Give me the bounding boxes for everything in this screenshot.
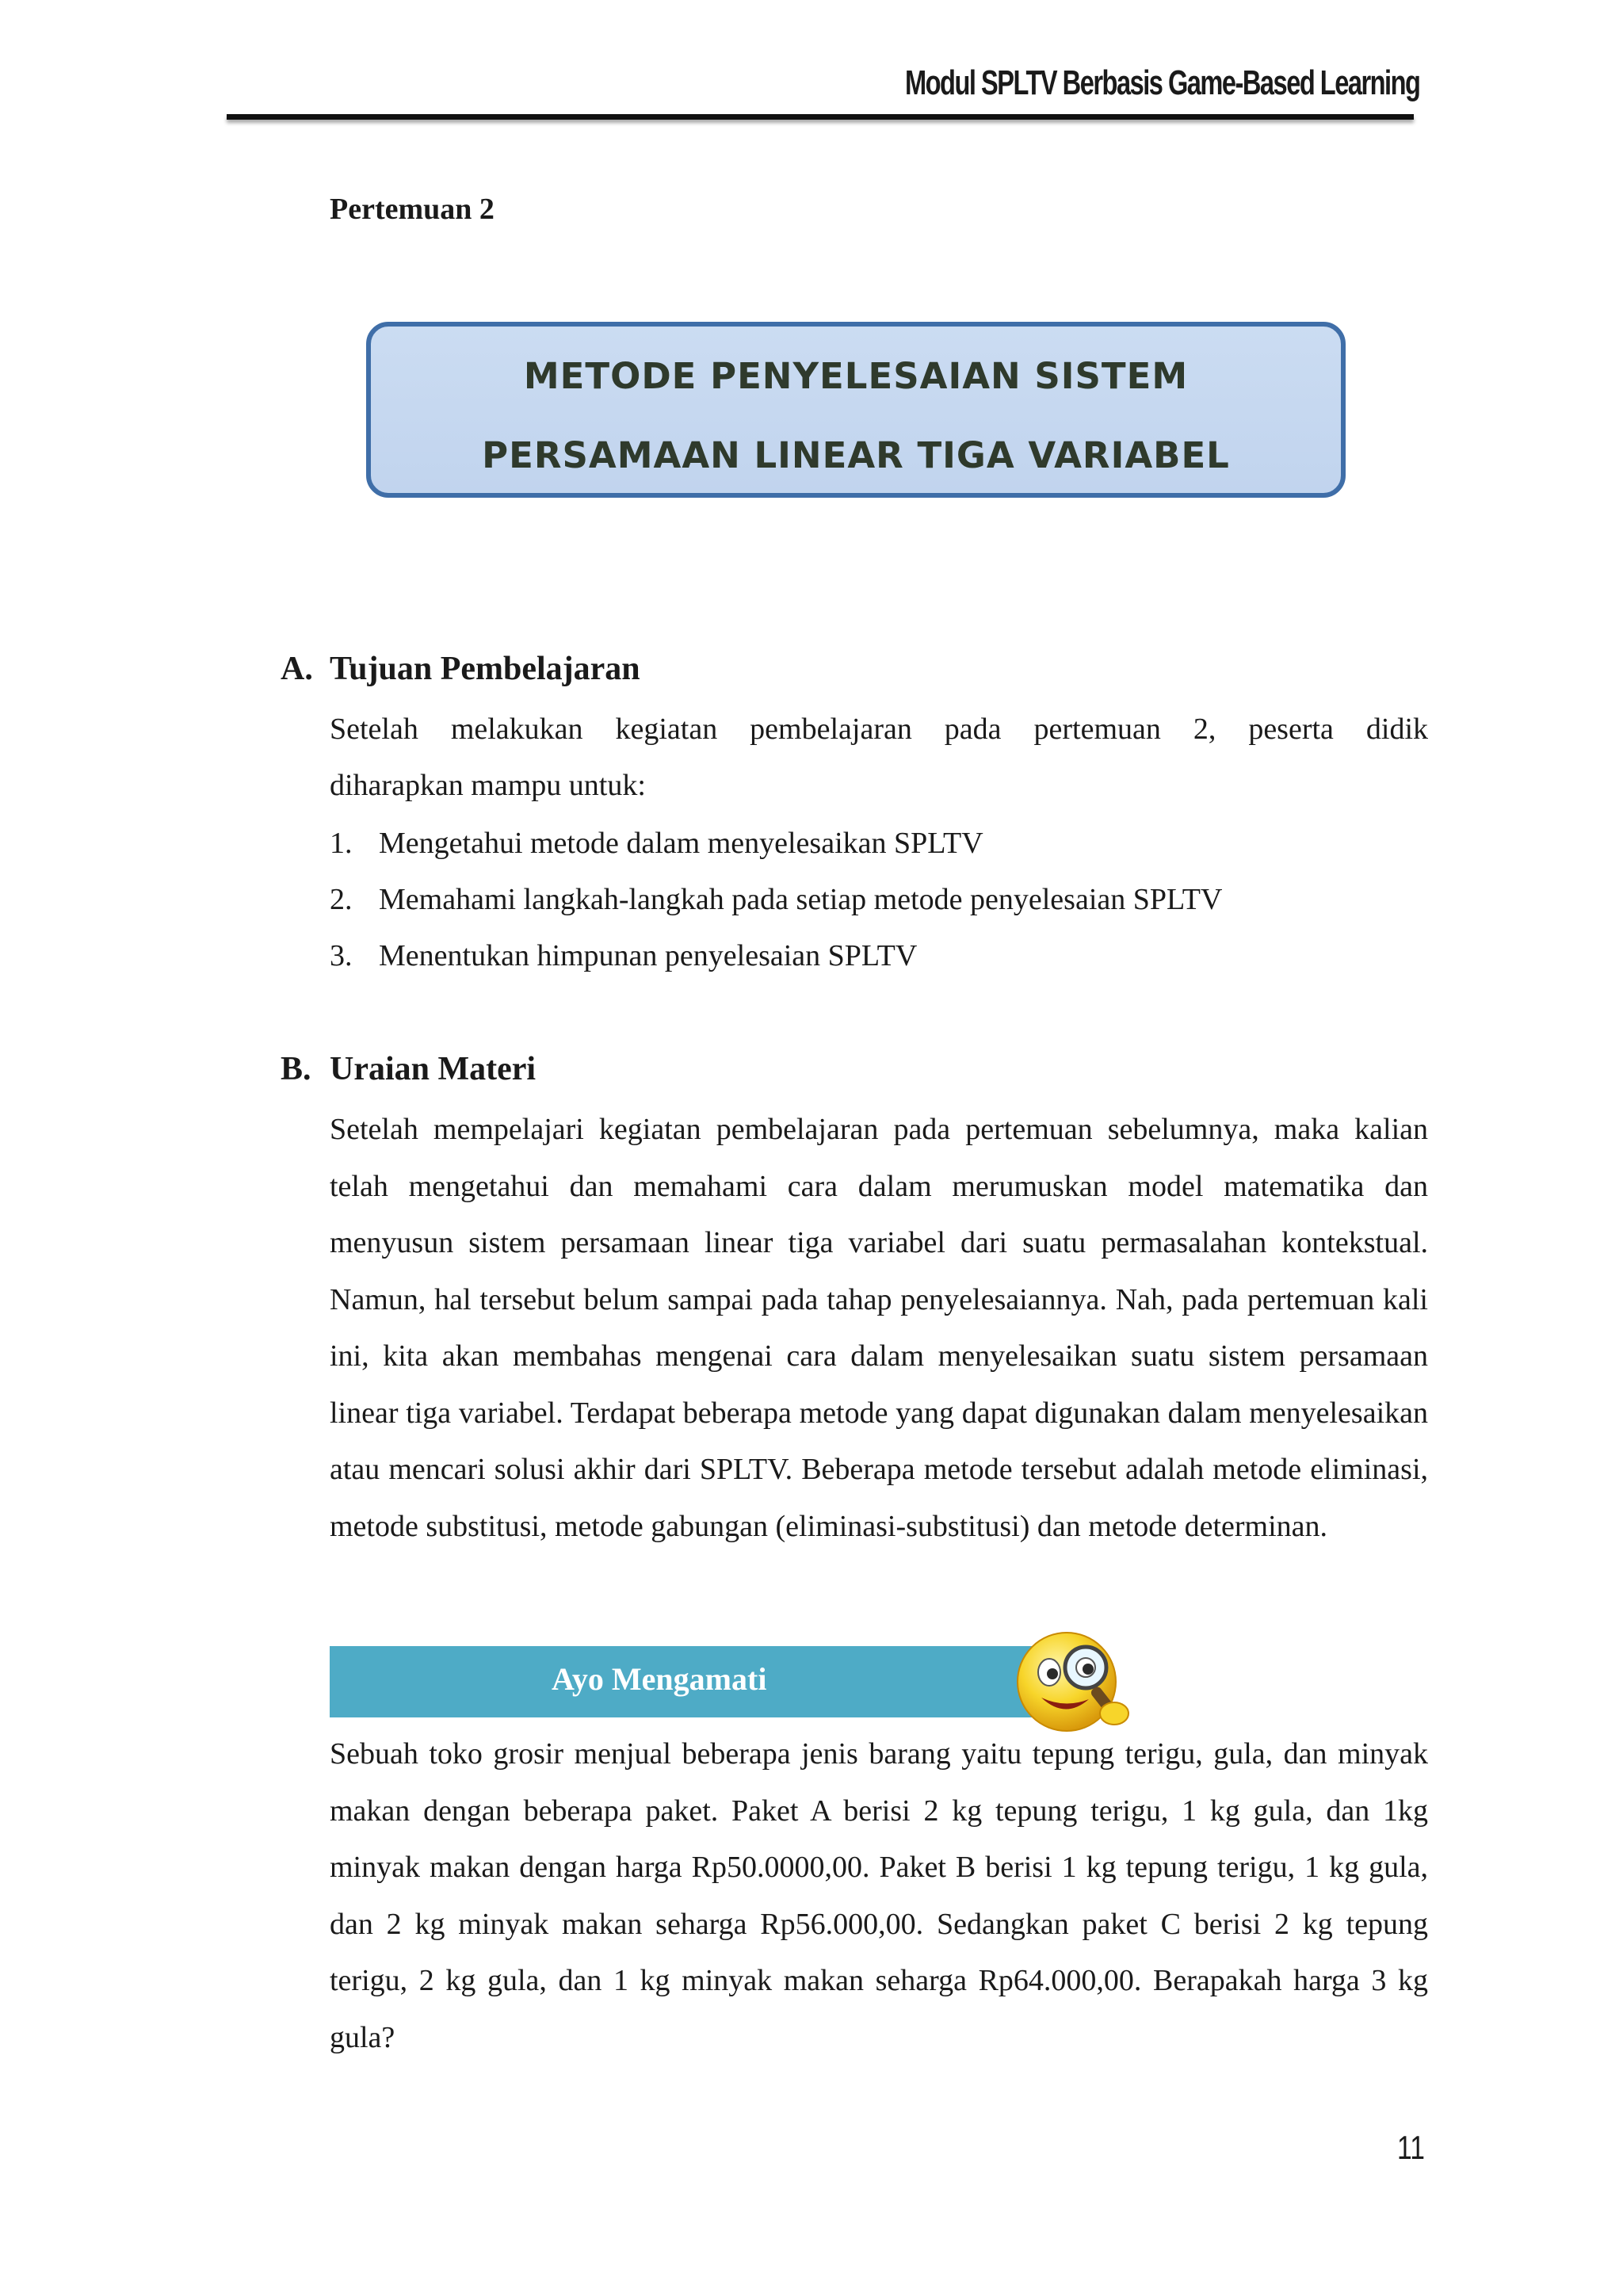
page-number: 11 (1397, 2129, 1425, 2166)
list-item-text: Mengetahui metode dalam menyelesaikan SPLTV (379, 827, 983, 860)
list-item (330, 938, 917, 973)
section-a-intro-line2: diharapkan mampu untuk: (330, 769, 646, 802)
running-title: Modul SPLTV Berbasis Game-Based Learning (905, 63, 1420, 102)
header-rule (227, 114, 1414, 120)
list-item-number: 3. (330, 939, 353, 972)
title-line-1: METODE PENYELESAIAN SISTEM (523, 355, 1189, 397)
list-item (330, 826, 983, 861)
section-b-heading (281, 1050, 536, 1088)
section-a-title: Tujuan Pembelajaran (330, 651, 640, 687)
section-b-title: Uraian Materi (330, 1051, 537, 1087)
list-item-text: Menentukan himpunan penyelesaian SPLTV (379, 939, 918, 972)
ayo-mengamati-banner (330, 1646, 1041, 1717)
title-line-2: PERSAMAAN LINEAR TIGA VARIABEL (482, 434, 1230, 476)
section-a-intro-line1: Setelah melakukan kegiatan pembelajaran pada pertemuan 2, peserta didik (330, 712, 1428, 746)
list-item-text: Memahami langkah-langkah pada setiap metode penyelesaian SPLTV (379, 883, 1223, 916)
ayo-mengamati-body: Sebuah toko grosir menjual beberapa jenis barang yaitu tepung terigu, gula, dan minyak makan dengan beberapa paket. Paket A berisi 2 kg tepung terigu, 1 kg gula, dan 1kg minyak makan dengan harga Rp50.0000,00. Paket B berisi 1 kg tepung terigu, 1 kg gula, dan 2 kg minyak makan seharga Rp56.000,00. Sedangkan paket C berisi 2 kg tepung terigu, 2 kg gula, dan 1 kg minyak makan seharga Rp64.000,00. Berapakah harga 3 kg gula? (330, 1737, 1428, 2054)
title-box (366, 322, 1346, 498)
meeting-label: Pertemuan 2 (330, 193, 495, 226)
list-item (330, 882, 1222, 917)
list-item-number: 1. (330, 827, 353, 860)
section-b-body: Setelah mempelajari kegiatan pembelajaran pada pertemuan sebelumnya, maka kalian telah mengetahui dan memahami cara dalam merumuskan model matematika dan menyusun sistem persamaan linear tiga variabel dari suatu permasalahan kontekstual. Namun, hal tersebut belum sampai pada tahap penyelesaiannya. Nah, pada pertemuan kali ini, kita akan membahas mengenai cara dalam menyelesaikan suatu sistem persamaan linear tiga variabel. Terdapat beberapa metode yang dapat digunakan dalam menyelesaikan atau mencari solusi akhir dari SPLTV. Beberapa metode tersebut adalah metode eliminasi, metode substitusi, metode gabungan (eliminasi-substitusi) dan metode determinan. (330, 1113, 1428, 1543)
section-a-heading (281, 650, 640, 688)
section-a-letter: A. (281, 651, 313, 687)
banner-label: Ayo Mengamati (552, 1661, 767, 1697)
section-b-letter: B. (281, 1051, 311, 1087)
magnifier-smiley-icon (1013, 1620, 1151, 1739)
list-item-number: 2. (330, 883, 353, 916)
